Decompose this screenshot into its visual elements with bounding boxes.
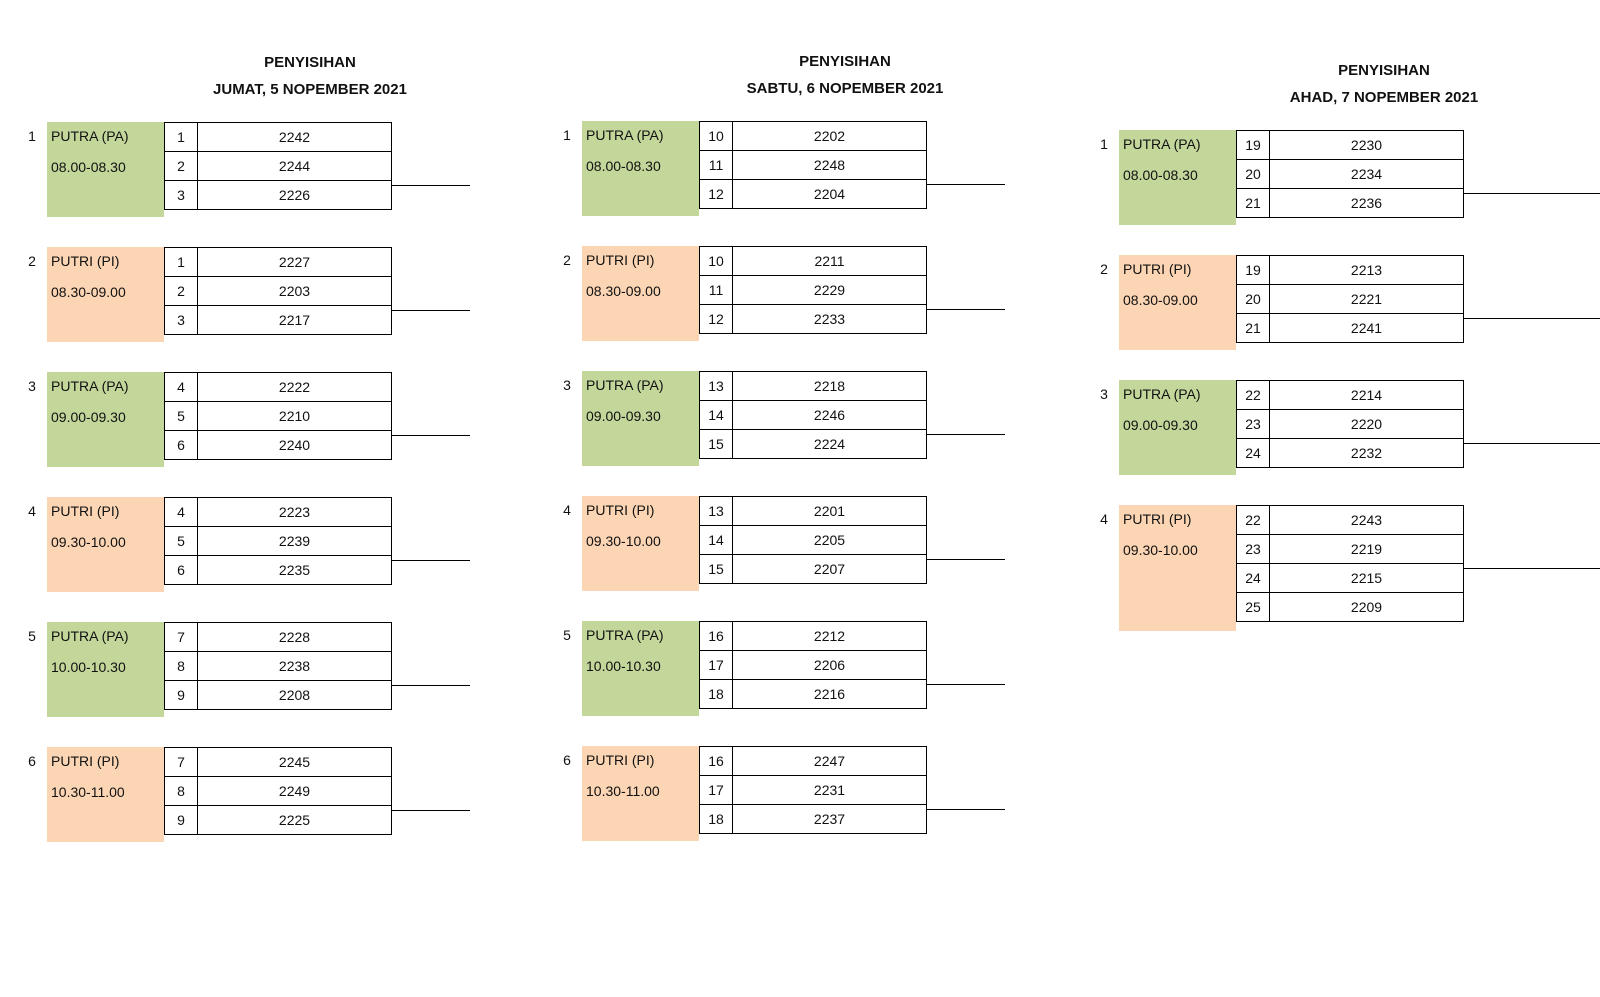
table-row [700, 401, 927, 430]
participant-code: 2201 [733, 497, 927, 526]
table-row [1237, 506, 1464, 535]
entry-number: 1 [165, 248, 198, 277]
bracket-line [1463, 318, 1600, 319]
participant-code: 2207 [733, 555, 927, 584]
entries-table [164, 372, 392, 460]
day-header [160, 49, 460, 103]
entry-number: 22 [1237, 381, 1270, 410]
table-row [700, 372, 927, 401]
table-row [165, 277, 392, 306]
participant-code: 2204 [733, 180, 927, 209]
participant-code: 2222 [198, 373, 392, 402]
heat-group [25, 497, 406, 592]
bracket-line [926, 809, 1005, 810]
bracket-line [391, 435, 470, 436]
participant-code: 2209 [1270, 593, 1464, 622]
participant-code: 2230 [1270, 131, 1464, 160]
time-slot: 09.00-09.30 [51, 409, 126, 425]
entry-number: 3 [165, 306, 198, 335]
category-label: PUTRA (PA) [586, 627, 664, 643]
heat-label [582, 371, 699, 466]
entry-number: 14 [700, 526, 733, 555]
participant-code: 2225 [198, 806, 392, 835]
table-row [165, 498, 392, 527]
day-header [695, 48, 995, 102]
time-slot: 08.00-08.30 [1123, 167, 1198, 183]
category-label: PUTRI (PI) [586, 252, 655, 268]
time-slot: 10.30-11.00 [51, 784, 125, 800]
time-slot: 09.30-10.00 [1123, 542, 1198, 558]
entry-number: 23 [1237, 535, 1270, 564]
participant-code: 2216 [733, 680, 927, 709]
category-label: PUTRA (PA) [51, 128, 129, 144]
table-row [700, 747, 927, 776]
category-label: PUTRI (PI) [1123, 511, 1192, 527]
table-row [700, 555, 927, 584]
table-row [700, 180, 927, 209]
heat-group [560, 621, 941, 716]
table-row [700, 805, 927, 834]
participant-code: 2227 [198, 248, 392, 277]
participant-code: 2229 [733, 276, 927, 305]
participant-code: 2221 [1270, 285, 1464, 314]
heat-label [47, 247, 164, 342]
bracket-line [1463, 568, 1600, 569]
heat-label [582, 621, 699, 716]
participant-code: 2231 [733, 776, 927, 805]
entries-table [699, 621, 927, 709]
entries-table [699, 746, 927, 834]
participant-code: 2241 [1270, 314, 1464, 343]
table-row [1237, 256, 1464, 285]
category-label: PUTRA (PA) [586, 377, 664, 393]
table-row [700, 122, 927, 151]
table-row [1237, 381, 1464, 410]
entry-number: 23 [1237, 410, 1270, 439]
entry-number: 9 [165, 681, 198, 710]
table-row [165, 152, 392, 181]
entry-number: 24 [1237, 564, 1270, 593]
entries-table [164, 497, 392, 585]
time-slot: 09.00-09.30 [1123, 417, 1198, 433]
entry-number: 17 [700, 776, 733, 805]
heat-number: 4 [1100, 511, 1108, 527]
entry-number: 13 [700, 372, 733, 401]
table-row [165, 556, 392, 585]
participant-code: 2247 [733, 747, 927, 776]
table-row [1237, 314, 1464, 343]
day-date: AHAD, 7 NOPEMBER 2021 [1289, 89, 1479, 106]
participant-code: 2246 [733, 401, 927, 430]
time-slot: 08.30-09.00 [586, 283, 661, 299]
table-row [165, 527, 392, 556]
participant-code: 2234 [1270, 160, 1464, 189]
heat-number: 6 [28, 753, 36, 769]
participant-code: 2212 [733, 622, 927, 651]
entry-number: 14 [700, 401, 733, 430]
table-row [165, 748, 392, 777]
heat-number: 4 [563, 502, 571, 518]
participant-code: 2243 [1270, 506, 1464, 535]
table-row [1237, 131, 1464, 160]
category-label: PUTRI (PI) [51, 253, 120, 269]
category-label: PUTRI (PI) [51, 503, 120, 519]
heat-group [1097, 255, 1478, 350]
time-slot: 10.00-10.30 [51, 659, 126, 675]
round-title: PENYISIHAN [799, 53, 891, 70]
heat-number: 2 [1100, 261, 1108, 277]
participant-code: 2211 [733, 247, 927, 276]
participant-code: 2223 [198, 498, 392, 527]
table-row [700, 305, 927, 334]
table-row [165, 373, 392, 402]
entry-number: 5 [165, 402, 198, 431]
entry-number: 10 [700, 247, 733, 276]
table-row [165, 777, 392, 806]
table-row [165, 306, 392, 335]
heat-group [25, 122, 406, 217]
entry-number: 10 [700, 122, 733, 151]
time-slot: 09.30-10.00 [51, 534, 126, 550]
entry-number: 16 [700, 622, 733, 651]
bracket-line [391, 560, 470, 561]
bracket-line [926, 434, 1005, 435]
heat-label [47, 372, 164, 467]
table-row [1237, 160, 1464, 189]
table-row [1237, 410, 1464, 439]
bracket-line [391, 685, 470, 686]
entry-number: 6 [165, 556, 198, 585]
heat-label [47, 122, 164, 217]
category-label: PUTRI (PI) [586, 502, 655, 518]
time-slot: 09.00-09.30 [586, 408, 661, 424]
time-slot: 10.30-11.00 [586, 783, 660, 799]
entries-table [164, 622, 392, 710]
entry-number: 25 [1237, 593, 1270, 622]
entry-number: 12 [700, 180, 733, 209]
entry-number: 18 [700, 680, 733, 709]
entry-number: 7 [165, 623, 198, 652]
bracket-line [926, 184, 1005, 185]
heat-number: 5 [563, 627, 571, 643]
entry-number: 15 [700, 555, 733, 584]
entry-number: 8 [165, 777, 198, 806]
entry-number: 21 [1237, 314, 1270, 343]
heat-number: 3 [563, 377, 571, 393]
heat-number: 1 [563, 127, 571, 143]
table-row [700, 651, 927, 680]
bracket-line [926, 684, 1005, 685]
heat-label [1119, 505, 1236, 631]
table-row [1237, 593, 1464, 622]
participant-code: 2237 [733, 805, 927, 834]
entry-number: 4 [165, 498, 198, 527]
heat-label [47, 622, 164, 717]
participant-code: 2236 [1270, 189, 1464, 218]
heat-group [25, 247, 406, 342]
entry-number: 12 [700, 305, 733, 334]
table-row [1237, 439, 1464, 468]
heat-group [1097, 380, 1478, 475]
day-date: SABTU, 6 NOPEMBER 2021 [746, 80, 944, 97]
entries-table [1236, 130, 1464, 218]
heat-label [582, 121, 699, 216]
day-header [1234, 57, 1534, 111]
category-label: PUTRA (PA) [51, 628, 129, 644]
heat-label [582, 496, 699, 591]
participant-code: 2219 [1270, 535, 1464, 564]
participant-code: 2210 [198, 402, 392, 431]
entries-table [699, 496, 927, 584]
table-row [1237, 189, 1464, 218]
table-row [1237, 285, 1464, 314]
heat-number: 4 [28, 503, 36, 519]
table-row [700, 680, 927, 709]
entry-number: 4 [165, 373, 198, 402]
table-row [165, 248, 392, 277]
participant-code: 2238 [198, 652, 392, 681]
entries-table [164, 747, 392, 835]
entries-table [164, 122, 392, 210]
bracket-line [391, 185, 470, 186]
participant-code: 2205 [733, 526, 927, 555]
entries-table [1236, 255, 1464, 343]
entry-number: 2 [165, 277, 198, 306]
participant-code: 2226 [198, 181, 392, 210]
participant-code: 2245 [198, 748, 392, 777]
entry-number: 7 [165, 748, 198, 777]
participant-code: 2202 [733, 122, 927, 151]
bracket-line [1463, 193, 1600, 194]
heat-number: 1 [28, 128, 36, 144]
entries-table [699, 121, 927, 209]
heat-number: 3 [28, 378, 36, 394]
time-slot: 08.00-08.30 [51, 159, 126, 175]
heat-number: 1 [1100, 136, 1108, 152]
entry-number: 11 [700, 151, 733, 180]
heat-number: 2 [563, 252, 571, 268]
bracket-line [1463, 443, 1600, 444]
participant-code: 2239 [198, 527, 392, 556]
category-label: PUTRI (PI) [586, 752, 655, 768]
heat-group [25, 372, 406, 467]
participant-code: 2203 [198, 277, 392, 306]
entry-number: 20 [1237, 160, 1270, 189]
entry-number: 21 [1237, 189, 1270, 218]
participant-code: 2217 [198, 306, 392, 335]
heat-label [1119, 255, 1236, 350]
entry-number: 15 [700, 430, 733, 459]
heat-label [47, 497, 164, 592]
bracket-line [926, 309, 1005, 310]
category-label: PUTRA (PA) [1123, 136, 1201, 152]
entries-table [1236, 505, 1464, 622]
entry-number: 6 [165, 431, 198, 460]
entry-number: 19 [1237, 256, 1270, 285]
table-row [700, 430, 927, 459]
entry-number: 24 [1237, 439, 1270, 468]
entry-number: 18 [700, 805, 733, 834]
category-label: PUTRI (PI) [51, 753, 120, 769]
entry-number: 13 [700, 497, 733, 526]
entries-table [699, 371, 927, 459]
entry-number: 19 [1237, 131, 1270, 160]
participant-code: 2232 [1270, 439, 1464, 468]
heat-group [560, 121, 941, 216]
participant-code: 2208 [198, 681, 392, 710]
category-label: PUTRA (PA) [51, 378, 129, 394]
heat-number: 2 [28, 253, 36, 269]
category-label: PUTRA (PA) [1123, 386, 1201, 402]
time-slot: 08.30-09.00 [1123, 292, 1198, 308]
participant-code: 2244 [198, 152, 392, 181]
participant-code: 2248 [733, 151, 927, 180]
time-slot: 09.30-10.00 [586, 533, 661, 549]
table-row [165, 431, 392, 460]
bracket-line [926, 559, 1005, 560]
entry-number: 9 [165, 806, 198, 835]
entries-table [1236, 380, 1464, 468]
heat-label [47, 747, 164, 842]
day-date: JUMAT, 5 NOPEMBER 2021 [213, 81, 407, 98]
heat-label [1119, 380, 1236, 475]
participant-code: 2240 [198, 431, 392, 460]
participant-code: 2213 [1270, 256, 1464, 285]
table-row [165, 181, 392, 210]
heat-group [25, 747, 406, 842]
entries-table [699, 246, 927, 334]
table-row [1237, 564, 1464, 593]
table-row [700, 776, 927, 805]
heat-group [25, 622, 406, 717]
heat-group [1097, 130, 1478, 225]
table-row [700, 526, 927, 555]
bracket-line [391, 810, 470, 811]
heat-group [560, 746, 941, 841]
entry-number: 11 [700, 276, 733, 305]
heat-group [560, 246, 941, 341]
entry-number: 3 [165, 181, 198, 210]
entry-number: 2 [165, 152, 198, 181]
heat-number: 5 [28, 628, 36, 644]
table-row [700, 151, 927, 180]
time-slot: 08.00-08.30 [586, 158, 661, 174]
entry-number: 16 [700, 747, 733, 776]
time-slot: 08.30-09.00 [51, 284, 126, 300]
table-row [700, 622, 927, 651]
table-row [165, 806, 392, 835]
participant-code: 2233 [733, 305, 927, 334]
heat-label [582, 246, 699, 341]
participant-code: 2220 [1270, 410, 1464, 439]
round-title: PENYISIHAN [1338, 62, 1430, 79]
participant-code: 2235 [198, 556, 392, 585]
entry-number: 20 [1237, 285, 1270, 314]
participant-code: 2249 [198, 777, 392, 806]
heat-label [1119, 130, 1236, 225]
entries-table [164, 247, 392, 335]
category-label: PUTRI (PI) [1123, 261, 1192, 277]
entry-number: 17 [700, 651, 733, 680]
heat-group [1097, 505, 1478, 631]
table-row [165, 623, 392, 652]
entry-number: 22 [1237, 506, 1270, 535]
table-row [700, 276, 927, 305]
entry-number: 1 [165, 123, 198, 152]
participant-code: 2218 [733, 372, 927, 401]
heat-group [560, 371, 941, 466]
table-row [700, 247, 927, 276]
participant-code: 2215 [1270, 564, 1464, 593]
heat-number: 6 [563, 752, 571, 768]
table-row [165, 402, 392, 431]
participant-code: 2242 [198, 123, 392, 152]
table-row [165, 123, 392, 152]
entry-number: 8 [165, 652, 198, 681]
round-title: PENYISIHAN [264, 54, 356, 71]
heat-label [582, 746, 699, 841]
heat-group [560, 496, 941, 591]
participant-code: 2224 [733, 430, 927, 459]
bracket-line [391, 310, 470, 311]
table-row [165, 652, 392, 681]
heat-number: 3 [1100, 386, 1108, 402]
table-row [165, 681, 392, 710]
table-row [700, 497, 927, 526]
participant-code: 2228 [198, 623, 392, 652]
category-label: PUTRA (PA) [586, 127, 664, 143]
participant-code: 2214 [1270, 381, 1464, 410]
participant-code: 2206 [733, 651, 927, 680]
table-row [1237, 535, 1464, 564]
entry-number: 5 [165, 527, 198, 556]
time-slot: 10.00-10.30 [586, 658, 661, 674]
